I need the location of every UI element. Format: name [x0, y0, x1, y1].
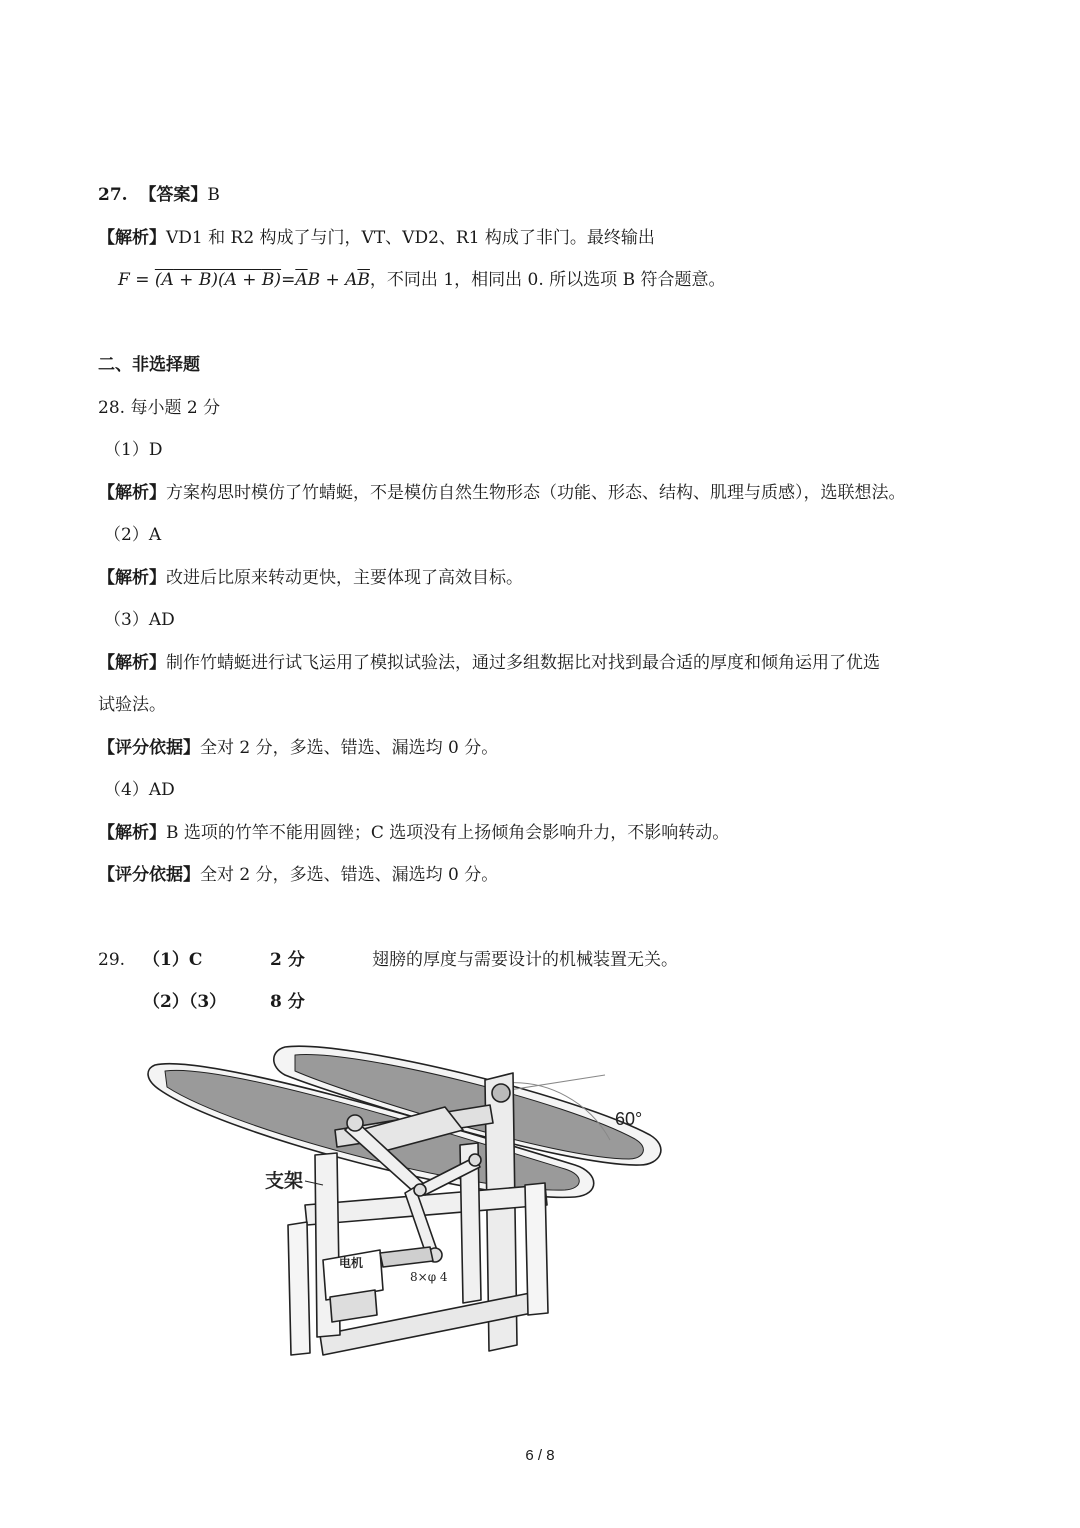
q28-part3-score: 【评分依据】全对 2 分，多选、错选、漏选均 0 分。 [98, 738, 499, 758]
q27-header: 27. 【答案】B [98, 185, 220, 205]
label-holes: 8×φ 4 [410, 1270, 448, 1284]
label-angle: 60° [615, 1109, 643, 1129]
q28-part4-score: 【评分依据】全对 2 分，多选、错选、漏选均 0 分。 [98, 865, 499, 885]
q28-part3-analysis: 【解析】制作竹蜻蜓进行试飞运用了模拟试验法，通过多组数据比对找到最合适的厚度和倾角运用了优选 [98, 653, 880, 673]
page-number: 6 / 8 [525, 1447, 555, 1464]
q28-part3-analysis-cont: 试验法。 [98, 695, 166, 715]
formula: $F = (A + B)(A + B)=\overline{A}B + A\overline{B}$ [118, 270, 370, 290]
q28-part4-analysis: 【解析】B 选项的竹竿不能用圆锉；C 选项没有上扬倾角会影响升力，不影响转动。 [98, 823, 730, 843]
q27-analysis: 【解析】VD1 和 R2 构成了与门，VT、VD2、R1 构成了非门。最终输出 [98, 228, 655, 248]
q29-part2-label: （2）（3） [143, 992, 227, 1012]
q27-formula-line: $F = (A + B)(A + B)=\overline{A}B + A\overline{B}$，不同出 1，相同出 0. 所以选项 B 符合题意。 [118, 270, 726, 290]
q28-part3-label: （3）AD [104, 610, 175, 630]
q29-part1-text: 翅膀的厚度与需要设计的机械装置无关。 [372, 950, 678, 970]
q28-part2-label: （2）A [104, 525, 162, 545]
label-motor: 电机 [339, 1256, 364, 1270]
q29-part2-score: 8 分 [270, 992, 305, 1012]
q29-number: 29. [98, 950, 126, 970]
q28-header: 28. 每小题 2 分 [98, 398, 221, 418]
q28-part1-analysis: 【解析】方案构思时模仿了竹蜻蜓，不是模仿自然生物形态（功能、形态、结构、肌理与质感），选联想法。 [98, 483, 906, 503]
q28-part1-label: （1）D [104, 440, 163, 460]
q29-part1-score: 2 分 [270, 950, 305, 970]
section-title: 二、非选择题 [98, 355, 200, 375]
q28-part4-label: （4）AD [104, 780, 175, 800]
q29-part1-label: （1）C [143, 950, 203, 970]
label-bracket: 支架 [265, 1171, 304, 1192]
mechanism-figure [145, 1035, 675, 1375]
q28-part2-analysis: 【解析】改进后比原来转动更快，主要体现了高效目标。 [98, 568, 523, 588]
